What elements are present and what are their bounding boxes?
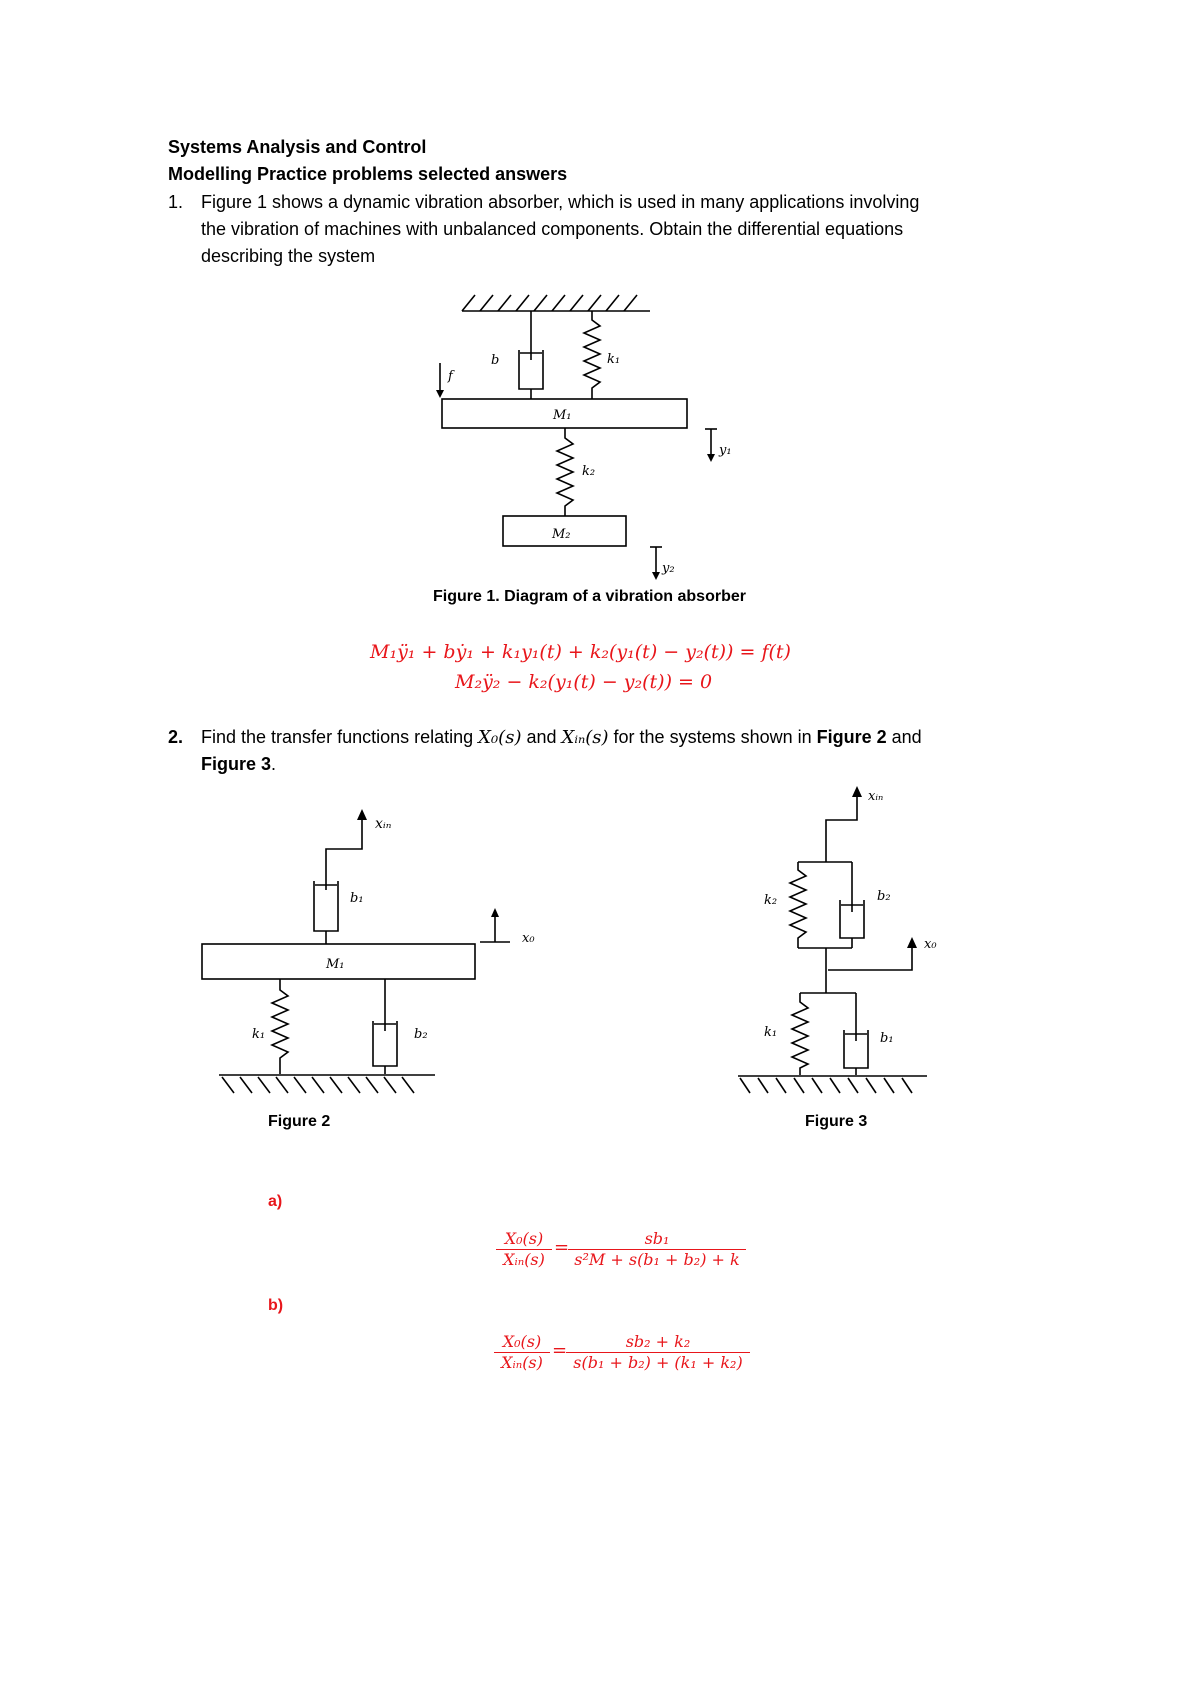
q2-text-a: Find the transfer functions relating [201,727,479,747]
q1-equation-2: M₂ÿ₂ − k₂(y₁(t) − y₂(t)) = 0 [455,671,713,693]
answer-b-equals: = [552,1340,568,1361]
q2-text-b: and [521,727,562,747]
fig2-label-xin: xᵢₙ [375,816,392,832]
fig2-label-m1: M₁ [326,957,345,972]
fig2-label-b2: b₂ [414,1027,428,1042]
document-title: Systems Analysis and Control [168,137,427,157]
fig3-label-b2: b₂ [877,889,891,904]
q2-text-line2 [201,751,276,778]
figure-2-diagram [202,818,510,1093]
fig1-label-y1: y₁ [719,443,732,458]
fig1-label-b: b [491,353,500,368]
q1-text-line3: describing the system [201,246,376,266]
fig3-label-k2: k₂ [764,893,778,908]
q2-text-line1 [201,724,922,751]
q1-text-line1: Figure 1 shows a dynamic vibration absorber, which is used in many applications involving [201,192,920,212]
answer-b-lhs-denominator: Xᵢₙ(s) [501,1353,543,1372]
answer-a-rhs-numerator: sb₁ [644,1229,670,1248]
answer-a-rhs-denominator: s²M + s(b₁ + b₂) + k [574,1250,740,1269]
answer-a-label: a) [268,1193,283,1210]
fig3-label-k1: k₁ [764,1025,778,1040]
fig3-label-x0: x₀ [924,937,937,952]
answer-b-label: b) [268,1297,284,1314]
q2-fig3-ref: Figure 3 [201,754,272,774]
fig1-label-y2: y₂ [662,561,675,576]
q2-fig2-ref: Figure 2 [816,727,887,747]
fig3-label-b1: b₁ [880,1031,894,1046]
fig1-label-k2: k₂ [582,464,596,479]
answer-b-rhs-numerator: sb₂ + k₂ [625,1332,691,1351]
q1-number: 1. [168,192,184,212]
answer-a-lhs-numerator: X₀(s) [504,1229,544,1248]
q2-text-d: and [886,727,922,747]
q2-text-c: for the systems shown in [608,727,817,747]
figure-1-caption: Figure 1. Diagram of a vibration absorber [433,588,746,605]
fig1-label-f: f [448,369,453,384]
q2-text-end: . [271,754,277,774]
answer-a-lhs-denominator: Xᵢₙ(s) [503,1250,545,1269]
fig2-label-k1: k₁ [252,1027,266,1042]
q2-xin: Xᵢₙ(s) [561,727,609,748]
answer-b-lhs-numerator: X₀(s) [502,1332,542,1351]
fig3-label-xin: xᵢₙ [868,789,884,804]
figure-3-caption: Figure 3 [805,1113,868,1130]
fig1-label-k1: k₁ [607,352,621,367]
fig2-label-b1: b₁ [350,891,364,906]
q1-equation-1: M₁ÿ₁ + bẏ₁ + k₁y₁(t) + k₂(y₁(t) − y₂(t)) = f(t) [370,641,791,663]
fig1-label-m2: M₂ [552,527,571,542]
figure-2-caption: Figure 2 [268,1113,331,1130]
fig1-label-m1: M₁ [553,408,572,423]
figure-3-diagram [738,795,927,1093]
q1-text-line2: the vibration of machines with unbalanced components. Obtain the differential equations [201,219,904,239]
answer-b-rhs-denominator: s(b₁ + b₂) + (k₁ + k₂) [573,1353,743,1372]
q2-number: 2. [168,727,184,747]
fig2-label-x0: x₀ [522,931,535,946]
q2-x0: X₀(s) [478,727,522,748]
document-subtitle: Modelling Practice problems selected answers [168,164,568,184]
answer-a-equals: = [554,1237,570,1258]
